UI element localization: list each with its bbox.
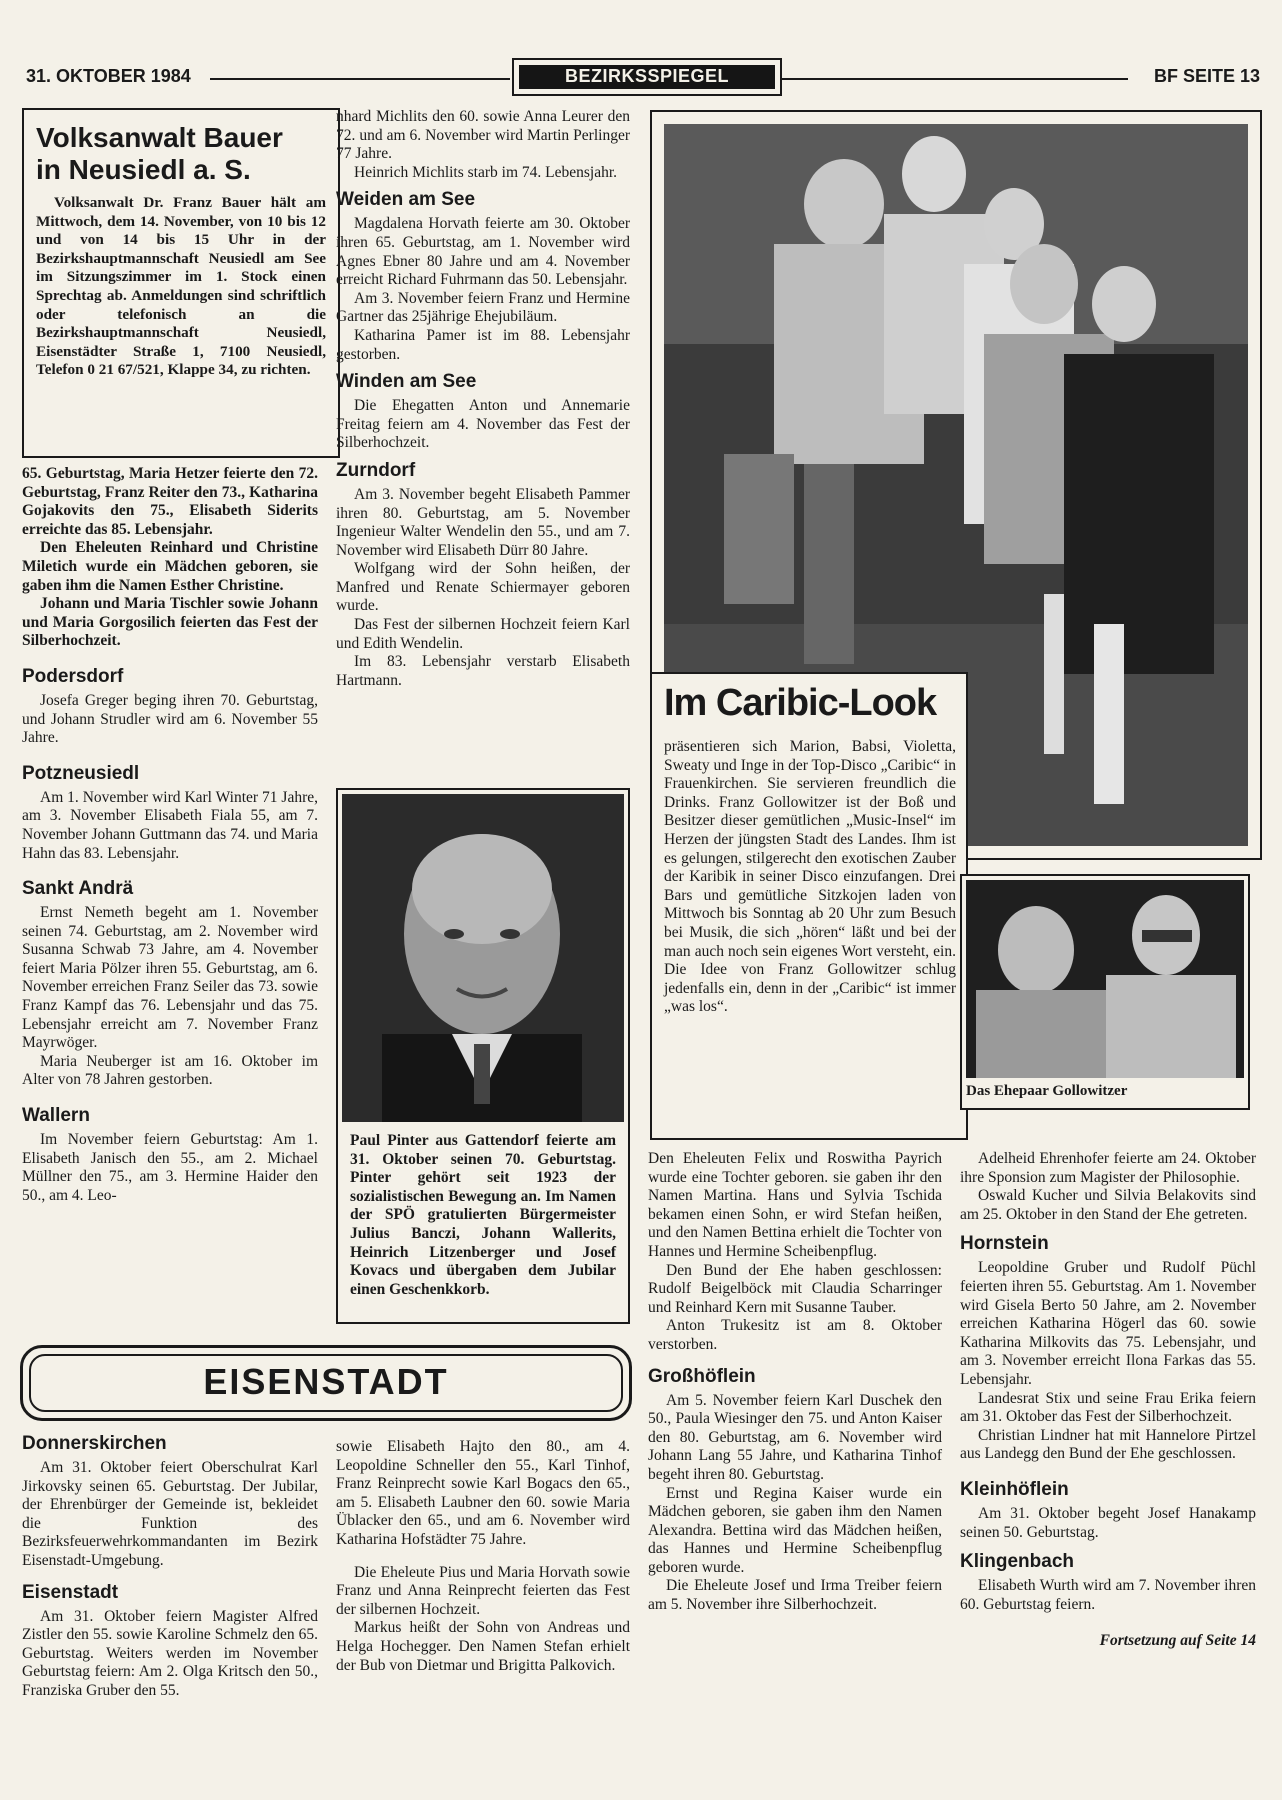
zurndorf-text: Am 3. November begeht Elisabeth Pammer ihren 80. Geburtstag, am 5. November Ingenieur Walter Wendelin den 55., und am 7. November wird Elisabeth Dürr 80 Jahre.	[336, 485, 630, 559]
heading-hornstein: Hornstein	[960, 1233, 1049, 1255]
section-label: BEZIRKSSPIEGEL	[519, 65, 775, 89]
masthead-rule-right	[780, 78, 1128, 80]
sankt-andrae-text: Maria Neuberger ist am 16. Oktober im Alter von 78 Jahren gestorben.	[22, 1052, 318, 1089]
caribic-title: Im Caribic-Look	[664, 682, 937, 724]
zurndorf-text: Wolfgang wird der Sohn heißen, der Manfred und Renate Schiermayer geboren wurde.	[336, 560, 630, 615]
podersdorf-text: Josefa Greger beging ihren 70. Geburtstag, und Johann Strudler wird am 6. November 55 Jahre.	[22, 691, 318, 747]
col2-paragraph: Heinrich Michlits starb im 74. Lebensjahr.	[354, 163, 618, 181]
heading-potzneusiedl: Potzneusiedl	[22, 762, 140, 784]
grosshoeflein-text: Die Eheleute Josef und Irma Treiber feiern am 5. November ihre Silberhochzeit.	[648, 1577, 942, 1614]
continued-note: Fortsetzung auf Seite 14	[1099, 1632, 1256, 1650]
couple-illustration	[966, 880, 1244, 1078]
weiden-text: Am 3. November feiern Franz und Hermine Gartner das 25jährige Ehejubiläum.	[336, 289, 630, 326]
klingenbach-text: Elisabeth Wurth wird am 7. November ihren 60. Geburtstag feiern.	[960, 1577, 1256, 1613]
hornstein-text: Christian Lindner hat mit Hannelore Pirtzel aus Landegg den Bund der Ehe geschlossen.	[960, 1426, 1256, 1463]
couple-frame	[960, 874, 1250, 1110]
col3-paragraph: Anton Trukesitz ist am 8. Oktober verstorben.	[648, 1317, 942, 1353]
grosshoeflein-text: Ernst und Regina Kaiser wurde ein Mädchen geboren, sie gaben ihm den Namen Alexandra. Bettina wird das Mädchen heißen, das Hannes und Hermine Scheibenpflug geboren wurde.	[648, 1484, 942, 1576]
col1-paragraph: 65. Geburtstag, Maria Hetzer feierte den 72. Geburtstag, Franz Reiter den 73., Katharina Gojakovits den 75., Elisabeth Siderits erreichte das 85. Lebensjahr.	[22, 465, 318, 538]
heading-weiden: Weiden am See	[336, 189, 476, 211]
heading-eisenstadt: Eisenstadt	[22, 1581, 119, 1603]
eisenstadt-banner-label: EISENSTADT	[29, 1354, 623, 1412]
volksanwalt-title	[36, 122, 326, 186]
caribic-body	[664, 738, 956, 1017]
column-3	[648, 1150, 942, 1615]
column-1	[22, 465, 318, 1205]
section-label-box	[512, 58, 782, 96]
column-4	[960, 1150, 1256, 1651]
weiden-text: Katharina Pamer ist im 88. Lebensjahr gestorben.	[336, 326, 630, 363]
volksanwalt-body	[36, 194, 326, 380]
heading-zurndorf: Zurndorf	[336, 459, 416, 481]
pinter-photo	[342, 794, 624, 1122]
hornstein-text: Landesrat Stix und seine Frau Erika feiern am 31. Oktober das Fest der Silberhochzeit.	[960, 1389, 1256, 1426]
grosshoeflein-text: Am 5. November feiern Karl Duschek den 50., Paula Wiesinger den 75. und Anton Kaiser den 80. Geburtstag, am 6. November wird Johann Lang 55 Jahre, und Katharina Tinhof begeht ihren 80. Geburtstag.	[648, 1391, 942, 1483]
col3-paragraph: Den Eheleuten Felix und Roswitha Payrich wurde eine Tochter geboren. sie gaben ihr den Namen Martina. Hans und Sylvia Tschida bekamen einen Sohn, er wird Stefan heißen, und den Namen Bettina erhielt die Tochter von Hannes und Hermine Scheibenpflug.	[648, 1150, 942, 1260]
heading-podersdorf: Podersdorf	[22, 665, 124, 687]
heading-klingenbach: Klingenbach	[960, 1551, 1075, 1573]
wallern-text: Im November feiern Geburtstag: Am 1. Elisabeth Janisch den 55., am 2. Michael Müllner den 75., am 3. Hermine Haider den 50., am 4. Leo-	[22, 1131, 318, 1204]
weiden-text: Magdalena Horvath feierte am 30. Oktober ihren 65. Geburtstag, am 1. November wird Agnes Ebner 80 Jahre und am 4. November erreicht Richard Fuhrmann das 50. Lebensjahr.	[336, 215, 630, 289]
sankt-andrae-text: Ernst Nemeth begeht am 1. November seinen 74. Geburtstag, am 2. November wird Susanna Schwab 73 Jahre, am 4. November feiert Maria Pölzer ihren 55. Geburtstag, am 6. November erreichen Franz Seiler das 73. sowie Franz Kampf das 76. Lebensjahr und das 75. Lebensjahr erreicht am 7. November Franz Mayrwöger.	[22, 904, 318, 1052]
donnerskirchen-text: Am 31. Oktober feiert Oberschulrat Karl Jirkovsky seinen 65. Geburtstag. Der Jubilar, der Ehrenbürger der Gemeinde ist, bekleidet die Funktion des Bezirksfeuerwehrkommandanten im Bezirk Eisenstadt-Umgebung.	[22, 1459, 318, 1569]
eisenstadt-col2-text: Die Eheleute Pius und Maria Horvath sowie Franz und Anna Reinprecht feierten das Fest der silbernen Hochzeit.	[336, 1563, 630, 1618]
heading-winden: Winden am See	[336, 371, 477, 393]
col4-paragraph: Adelheid Ehrenhofer feierte am 24. Oktober ihre Sponsion zum Magister der Philosophie.	[960, 1150, 1256, 1186]
pinter-frame	[336, 788, 630, 1324]
volksanwalt-box	[22, 108, 340, 458]
kleinhoeflein-text: Am 31. Oktober begeht Josef Hanakamp seinen 50. Geburtstag.	[960, 1504, 1256, 1541]
caribic-box	[650, 672, 968, 1140]
couple-photo	[966, 880, 1244, 1078]
eisenstadt-text: Am 31. Oktober feiern Magister Alfred Zistler den 55. sowie Karoline Schmelz den 65. Geburtstag. Weiters werden im November Geburtstag feiern: Am 2. Olga Kritsch den 50., Franziska Gruber den 55.	[22, 1607, 318, 1699]
eisenstadt-column-2	[336, 1438, 630, 1675]
col1-paragraph: Den Eheleuten Reinhard und Christine Miletich wurde ein Mädchen geboren, sie gaben ihm die Namen Esther Christine.	[22, 539, 318, 594]
issue-date: 31. OKTOBER 1984	[26, 66, 197, 87]
page-number: BF SEITE 13	[1148, 66, 1260, 87]
potzneusiedl-text: Am 1. November wird Karl Winter 71 Jahre, am 3. November Elisabeth Fiala 55, am 7. November Johann Guttmann das 74. und Maria Hahn das 83. Lebensjahr.	[22, 788, 318, 862]
volksanwalt-title-line2: in Neusiedl a. S.	[36, 154, 251, 185]
col3-paragraph: Den Bund der Ehe haben geschlossen: Rudolf Beigelböck mit Claudia Scharringer und Reinhard Kern mit Susanne Tauber.	[648, 1261, 942, 1316]
portrait-illustration	[342, 794, 624, 1122]
zurndorf-text: Im 83. Lebensjahr verstarb Elisabeth Hartmann.	[336, 653, 630, 689]
heading-grosshoeflein: Großhöflein	[648, 1365, 756, 1387]
heading-kleinhoeflein: Kleinhöflein	[960, 1478, 1069, 1500]
col4-paragraph: Oswald Kucher und Silvia Belakovits sind am 25. Oktober in den Stand der Ehe getreten.	[960, 1187, 1256, 1223]
col1-paragraph: Johann und Maria Tischler sowie Johann und Maria Gorgosilich feierten das Fest der Silberhochzeit.	[22, 595, 318, 650]
winden-text: Die Ehegatten Anton und Annemarie Freitag feiern am 4. November das Fest der Silberhochzeit.	[336, 397, 630, 452]
heading-wallern: Wallern	[22, 1105, 90, 1127]
couple-caption: Das Ehepaar Gollowitzer	[966, 1083, 1128, 1099]
heading-donnerskirchen: Donnerskirchen	[22, 1433, 167, 1454]
zurndorf-text: Das Fest der silbernen Hochzeit feiern Karl und Edith Wendelin.	[336, 616, 630, 652]
masthead-rule-left	[210, 78, 510, 80]
pinter-caption: Paul Pinter aus Gattendorf feierte am 31. Oktober seinen 70. Geburtstag. Pinter gehört seit 1923 der sozialistischen Bewegung an. Im Namen der SPÖ gratulierten Bürgermeister Julius Banczi, Johann Wallerits, Heinrich Litzenberger und Josef Kovacs und übergaben dem Jubilar einen Geschenkkorb.	[350, 1132, 616, 1298]
eisenstadt-column-1	[22, 1432, 318, 1701]
caribic-text: präsentieren sich Marion, Babsi, Violetta, Sweaty und Inge in der Top-Disco „Caribic“ in Frauenkirchen. Sie servieren freundlich die Drinks. Franz Gollowitzer ist der Boß und Besitzer dieser gemütlichen „Music-Insel“ im Herzen der jüngsten Stadt des Landes. Ihm ist es gelungen, stilgerecht den exotischen Zauber der Karibik in seiner Disco einzufangen. Drei Bars und gemütliche Sitzkojen laden von Mittwoch bis Sonntag ab 20 Uhr zum Besuch bei Musik, die sich „hören“ läßt und bei der man auch noch sein eigenes Wort versteht, ein. Die Idee von Franz Gollowitzer schlug jedenfalls ein, denn in der „Caribic“ ist immer „was los“.	[664, 738, 956, 1016]
volksanwalt-title-line1: Volksanwalt Bauer	[36, 122, 283, 153]
column-2	[336, 108, 630, 690]
eisenstadt-banner	[20, 1345, 632, 1421]
col2-paragraph: nhard Michlits den 60. sowie Anna Leurer den 72. und am 6. November wird Martin Perlinger 77 Jahre.	[336, 108, 630, 163]
hornstein-text: Leopoldine Gruber und Rudolf Püchl feierten ihren 55. Geburtstag. Am 1. November wird Gisela Berto 50 Jahre, am 2. November erreichen Katharina Högerl das 60. sowie Katharina Milkovits das 75. Lebensjahr, und am 3. November erreicht Ilona Farkas das 55. Lebensjahr.	[960, 1259, 1256, 1388]
volksanwalt-text: Volksanwalt Dr. Franz Bauer hält am Mittwoch, dem 14. November, von 10 bis 12 und von 14 bis 15 Uhr in der Bezirkshauptmannschaft Neusiedl am See im Sitzungszimmer im 1. Stock einen Sprechtag ab. Anmeldungen sind schriftlich oder telefonisch an die Bezirkshauptmannschaft Neusiedl, Eisenstädter Straße 1, 7100 Neusiedl, Telefon 0 21 67/521, Klappe 34, zu richten.	[36, 194, 326, 379]
eisenstadt-col2-text: Markus heißt der Sohn von Andreas und Helga Hochegger. Den Namen Stefan erhielt der Bub von Dietmar und Brigitta Palkovich.	[336, 1619, 630, 1674]
heading-sankt-andrae: Sankt Andrä	[22, 878, 134, 900]
eisenstadt-col2-text: sowie Elisabeth Hajto den 80., am 4. Leopoldine Schneller den 55., Karl Tinhof, Franz Reinprecht sowie Karl Bogacs den 65., am 5. Elisabeth Laubner den 60. sowie Maria Üblacker den 65., und am 6. November wird Katharina Hofstädter 75 Jahre.	[336, 1438, 630, 1548]
